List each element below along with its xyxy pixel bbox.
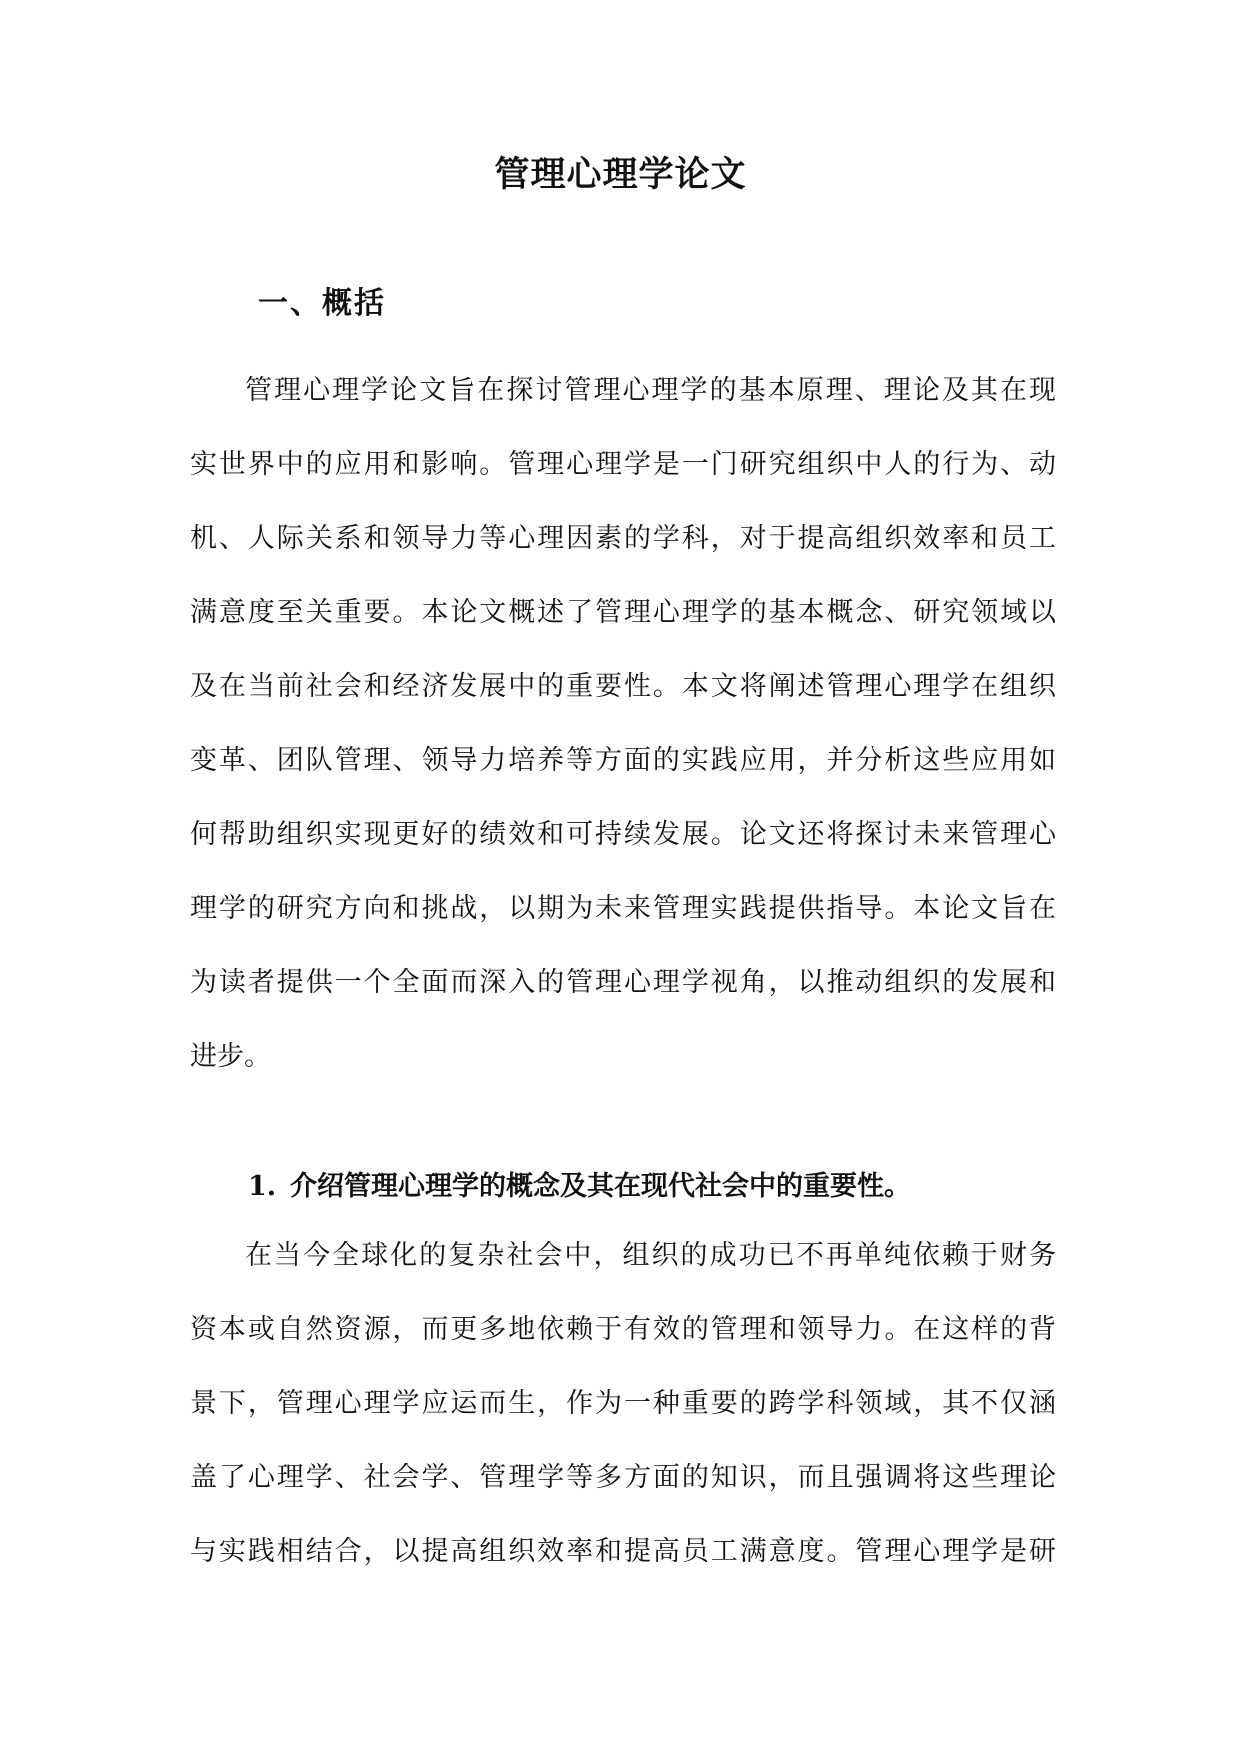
paragraph-line: 机、人际关系和领导力等心理因素的学科，对于提高组织效率和员工 (190, 523, 1056, 554)
paragraph-line: 景下，管理心理学应运而生，作为一种重要的跨学科领域，其不仅涵 (190, 1388, 1056, 1419)
paragraph-line: 及在当前社会和经济发展中的重要性。本文将阐述管理心理学在组织 (190, 671, 1056, 702)
paragraph-line: 在当今全球化的复杂社会中，组织的成功已不再单纯依赖于财务 (245, 1240, 1056, 1271)
paragraph-line: 何帮助组织实现更好的绩效和可持续发展。论文还将探讨未来管理心 (190, 819, 1056, 850)
paragraph-line: 满意度至关重要。本论文概述了管理心理学的基本概念、研究领域以 (190, 597, 1056, 628)
paragraph-line: 资本或自然资源，而更多地依赖于有效的管理和领导力。在这样的背 (190, 1314, 1056, 1345)
paragraph-line: 理学的研究方向和挑战，以期为未来管理实践提供指导。本论文旨在 (190, 893, 1056, 924)
paragraph-line: 管理心理学论文旨在探讨管理心理学的基本原理、理论及其在现 (245, 375, 1056, 406)
section-heading-overview: 一、概括 (258, 286, 386, 321)
paragraph-line: 为读者提供一个全面而深入的管理心理学视角，以推动组织的发展和 (190, 967, 1056, 998)
paragraph-line: 实世界中的应用和影响。管理心理学是一门研究组织中人的行为、动 (190, 449, 1056, 480)
concept-paragraph (190, 1219, 1056, 1589)
overview-paragraph (190, 354, 1056, 1094)
subsection-heading-text: 介绍管理心理学的概念及其在现代社会中的重要性。 (290, 1171, 911, 1202)
paragraph-line: 进步。 (190, 1041, 271, 1072)
subsection-heading (248, 1165, 911, 1209)
paragraph-line: 变革、团队管理、领导力培养等方面的实践应用，并分析这些应用如 (190, 745, 1056, 776)
subsection-number: 1. (248, 1171, 277, 1202)
document-title: 管理心理学论文 (494, 154, 747, 195)
paragraph-line: 与实践相结合，以提高组织效率和提高员工满意度。管理心理学是研 (190, 1536, 1056, 1567)
paragraph-line: 盖了心理学、社会学、管理学等多方面的知识，而且强调将这些理论 (190, 1462, 1056, 1493)
